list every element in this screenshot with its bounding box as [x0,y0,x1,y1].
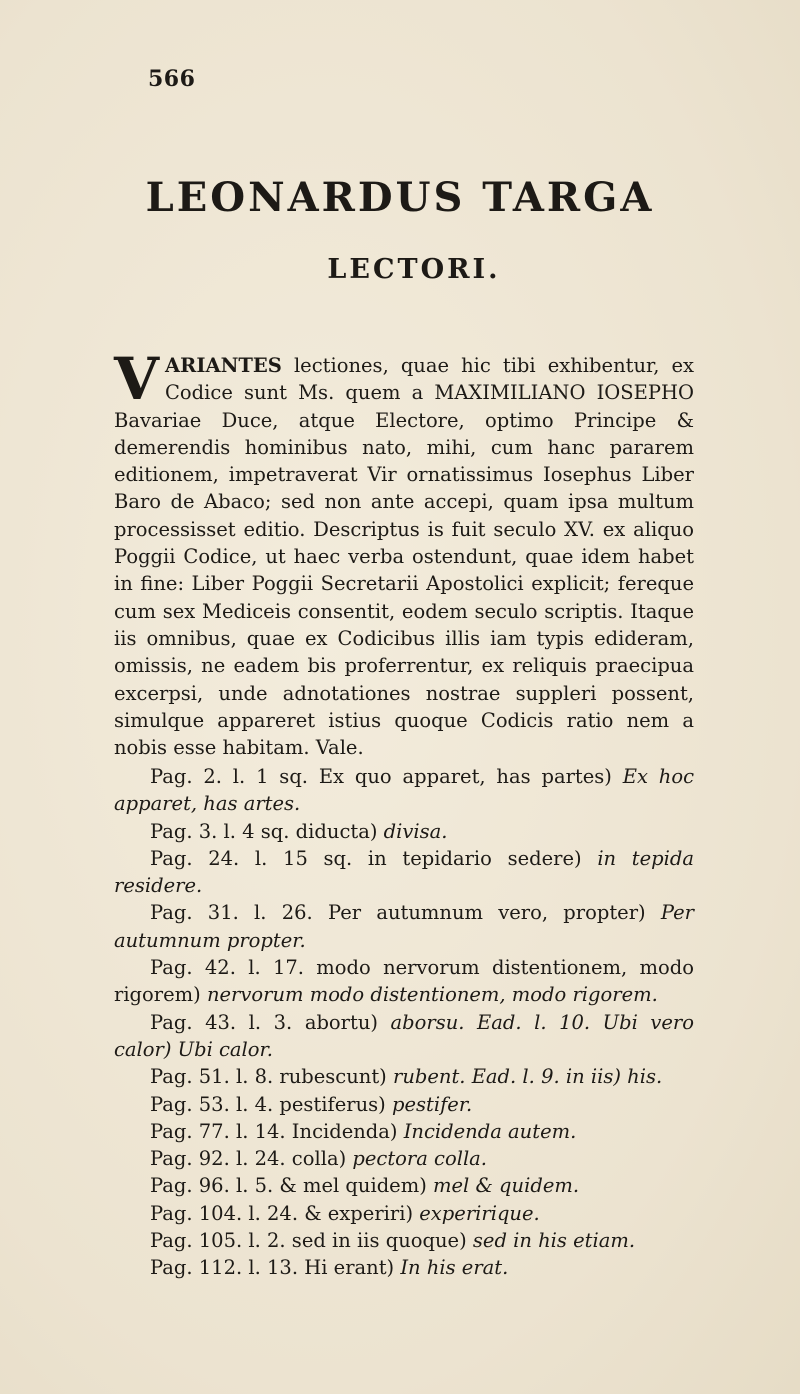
erratum-variant: & experiri) [298,1201,420,1225]
erratum-variant: Hi erant) [298,1256,401,1280]
erratum-entry [114,1254,694,1281]
erratum-reading: pestifer. [391,1092,473,1116]
erratum-reading: aborsu. Ead. l. 10. Ubi vero calor) Ubi calor. [114,1010,694,1061]
erratum-reference: Pag. 3. l. 4 sq. [150,819,290,843]
erratum-variant: & mel quidem) [273,1174,434,1198]
page-number: 566 [148,66,196,92]
erratum-reading: divisa. [383,819,448,843]
erratum-variant: sed in iis quoque) [285,1229,473,1253]
erratum-entry [114,763,694,818]
erratum-reference: Pag. 96. l. 5. [150,1174,274,1198]
erratum-reference: Pag. 104. l. 24. [150,1201,299,1225]
erratum-reference: Pag. 92. l. 24. [150,1147,286,1171]
erratum-variant: in tepidario sedere) [352,846,598,870]
page-subtitle: LECTORI. [327,254,501,285]
lead-word: ARIANTES [165,354,282,377]
erratum-reading: pectora colla. [352,1147,487,1171]
erratum-entry [114,1009,694,1064]
erratum-reference: Pag. 24. l. 15 sq. [150,846,353,870]
erratum-variant: rubescunt) [273,1065,393,1089]
erratum-reference: Pag. 77. l. 14. [150,1119,286,1143]
erratum-variant: pestiferus) [273,1092,392,1116]
erratum-entry [114,818,694,845]
preface-paragraph [114,345,694,761]
erratum-reading: Incidenda autem. [403,1119,577,1143]
erratum-reference: Pag. 105. l. 2. [150,1229,286,1253]
erratum-variant: Per autumnum vero, propter) [312,901,661,925]
errata-list [114,763,694,1282]
erratum-reference: Pag. 42. l. 17. [150,956,304,980]
erratum-entry [114,1200,694,1227]
erratum-reading: experirique. [419,1201,540,1225]
erratum-entry [114,1227,694,1254]
erratum-reading: Per autumnum propter. [114,901,694,952]
drop-cap: V [114,345,160,413]
erratum-reading: rubent. Ead. l. 9. in iis) his. [393,1065,663,1089]
erratum-reading: mel & quidem. [433,1174,580,1198]
erratum-reference: Pag. 31. l. 26. [150,901,313,925]
erratum-reading: in tepida residere. [114,846,694,898]
erratum-entry [114,1172,694,1199]
erratum-reading: nervorum modo distentionem, modo rigorem. [206,983,658,1007]
erratum-variant: diducta) [289,819,384,843]
erratum-entry [114,1118,694,1145]
erratum-variant: colla) [285,1147,353,1171]
erratum-reading: Ex hoc apparet, has artes. [114,765,694,816]
erratum-reference: Pag. 2. l. 1 sq. [150,765,308,788]
erratum-reference: Pag. 53. l. 4. [150,1092,274,1116]
erratum-entry [114,1145,694,1172]
erratum-variant: abortu) [292,1010,391,1034]
preface-text: lectiones, quae hic tibi exhibentur, ex Codice sunt Ms. quem a MAXIMILIANO IOSEPHO Bavariae Duce, atque Electore, optimo Principe & demerendis hominibus nato, mihi, cum hanc pararem editionem, impetraverat Vir ornatissimus Iosephus Liber Baro de Abaco; sed non ante accepi, quam ipsa multum processisset editio. Descriptus is fuit seculo XV. ex aliquo Poggii Codice, ut haec verba ostendunt, quae idem habet in fine: Liber Poggii Secretarii Apostolici explicit; fereque cum sex Mediceis consentit, eodem seculo scriptis. Itaque iis omnibus, quae ex Codicibus illis iam typis edideram, omissis, ne eadem bis proferrentur, ex reliquis praecipua excerpsi, unde adnotationes nostrae suppleri possent, simulque appareret istius quoque Codicis ratio nem a nobis esse habitam. Vale. [114,354,694,760]
erratum-reading: In his erat. [400,1256,509,1280]
erratum-entry [114,845,694,900]
erratum-entry [114,1063,694,1090]
erratum-reference: Pag. 112. l. 13. [150,1256,299,1280]
erratum-reference: Pag. 43. l. 3. [150,1010,293,1034]
page-title: LEONARDUS TARGA [145,174,655,221]
erratum-variant: Ex quo apparet, has partes) [308,765,623,788]
erratum-variant: Incidenda) [285,1119,404,1143]
erratum-entry [114,899,694,954]
erratum-entry [114,1091,694,1118]
erratum-entry [114,954,694,1009]
erratum-reference: Pag. 51. l. 8. [150,1065,274,1089]
erratum-variant: modo nervorum distentionem, modo rigorem) [114,956,694,1007]
erratum-reading: sed in his etiam. [472,1229,636,1253]
